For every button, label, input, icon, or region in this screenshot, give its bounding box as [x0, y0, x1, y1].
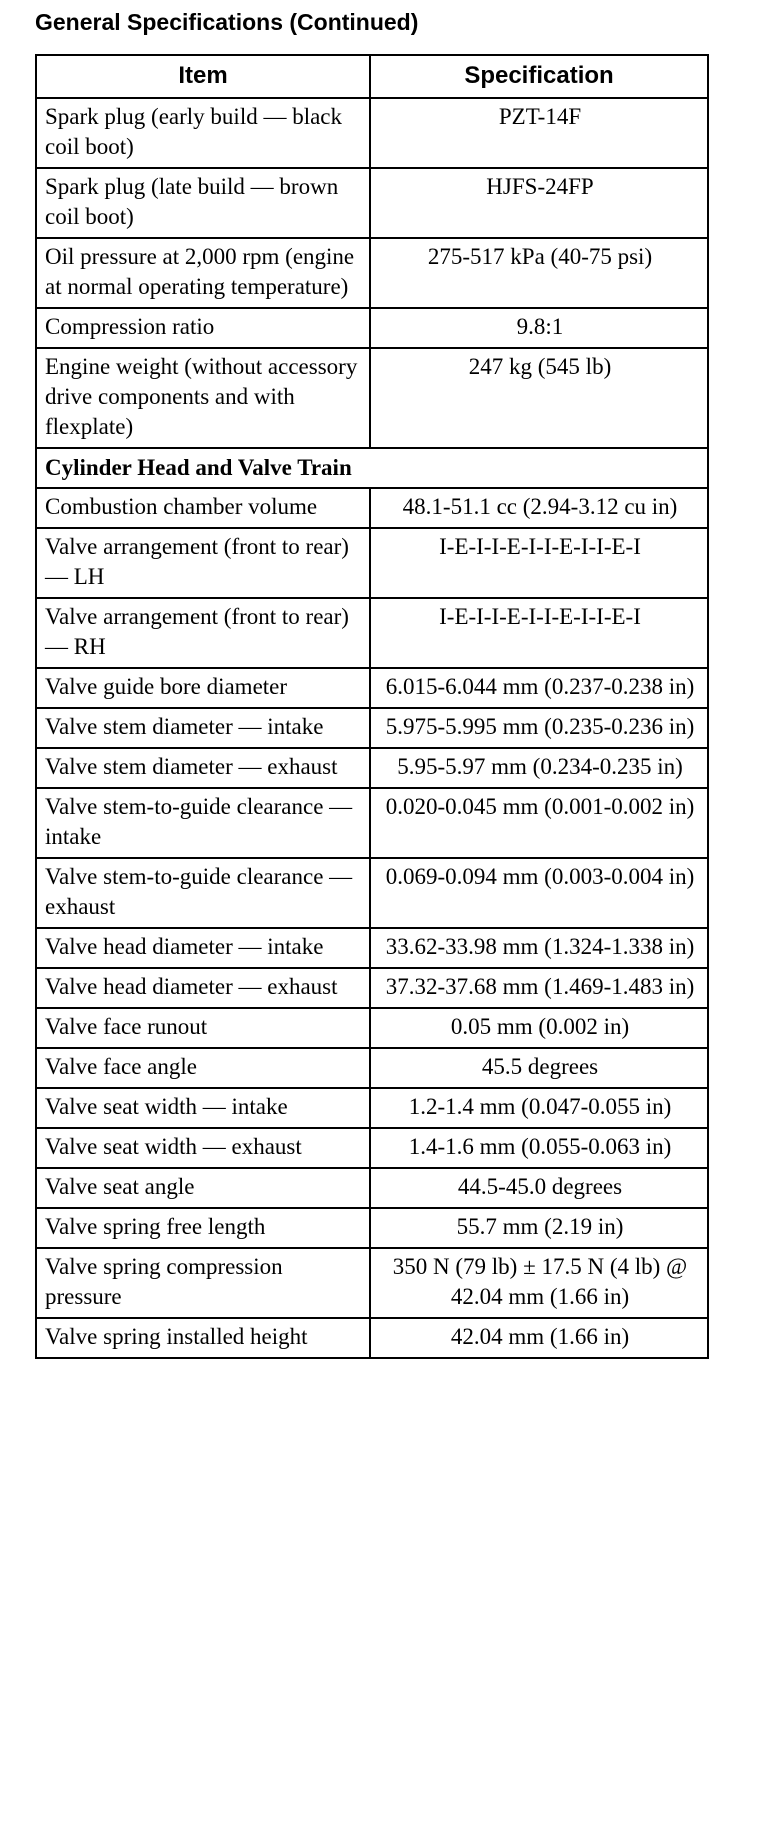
table-row: [36, 1088, 708, 1128]
specification-cell: 5.975-5.995 mm (0.235-0.236 in): [370, 708, 708, 748]
table-row: [36, 1208, 708, 1248]
table-row: [36, 928, 708, 968]
table-row: [36, 1168, 708, 1208]
table-row: [36, 98, 708, 168]
item-cell: Valve face angle: [36, 1048, 370, 1088]
table-row: [36, 168, 708, 238]
item-cell: Valve stem-to-guide clearance — intake: [36, 788, 370, 858]
item-cell: Oil pressure at 2,000 rpm (engine at normal operating temperature): [36, 238, 370, 308]
item-cell: Valve arrangement (front to rear) — RH: [36, 598, 370, 668]
item-cell: Engine weight (without accessory drive components and with flexplate): [36, 348, 370, 448]
item-cell: Valve guide bore diameter: [36, 668, 370, 708]
table-row: [36, 748, 708, 788]
specification-cell: 48.1-51.1 cc (2.94-3.12 cu in): [370, 488, 708, 528]
table-row: [36, 1318, 708, 1358]
item-cell: Valve face runout: [36, 1008, 370, 1048]
item-cell: Valve spring free length: [36, 1208, 370, 1248]
item-cell: Valve spring compression pressure: [36, 1248, 370, 1318]
table-body: [36, 98, 708, 1358]
item-cell: Valve stem-to-guide clearance — exhaust: [36, 858, 370, 928]
item-cell: Valve seat angle: [36, 1168, 370, 1208]
item-cell: Valve arrangement (front to rear) — LH: [36, 528, 370, 598]
specification-cell: 1.2-1.4 mm (0.047-0.055 in): [370, 1088, 708, 1128]
specification-cell: 44.5-45.0 degrees: [370, 1168, 708, 1208]
section-header-row: [36, 448, 708, 488]
page-title: General Specifications (Continued): [35, 9, 419, 35]
item-cell: Compression ratio: [36, 308, 370, 348]
item-cell: Valve seat width — intake: [36, 1088, 370, 1128]
table-row: [36, 968, 708, 1008]
item-cell: Valve stem diameter — exhaust: [36, 748, 370, 788]
table-row: [36, 668, 708, 708]
specification-cell: HJFS-24FP: [370, 168, 708, 238]
specification-cell: 0.05 mm (0.002 in): [370, 1008, 708, 1048]
specification-cell: 42.04 mm (1.66 in): [370, 1318, 708, 1358]
specification-cell: 9.8:1: [370, 308, 708, 348]
specification-cell: 350 N (79 lb) ± 17.5 N (4 lb) @ 42.04 mm (1.66 in): [370, 1248, 708, 1318]
table-row: [36, 598, 708, 668]
specification-cell: PZT-14F: [370, 98, 708, 168]
item-cell: Valve head diameter — intake: [36, 928, 370, 968]
specification-cell: 0.069-0.094 mm (0.003-0.004 in): [370, 858, 708, 928]
table-row: [36, 528, 708, 598]
item-cell: Valve stem diameter — intake: [36, 708, 370, 748]
column-header-specification: Specification: [370, 55, 708, 98]
table-row: [36, 1248, 708, 1318]
table-row: [36, 308, 708, 348]
specification-cell: 5.95-5.97 mm (0.234-0.235 in): [370, 748, 708, 788]
table-row: [36, 1008, 708, 1048]
table-header-row: [36, 55, 708, 98]
item-cell: Valve seat width — exhaust: [36, 1128, 370, 1168]
table-row: [36, 858, 708, 928]
specification-cell: 33.62-33.98 mm (1.324-1.338 in): [370, 928, 708, 968]
item-cell: Spark plug (late build — brown coil boot): [36, 168, 370, 238]
table-row: [36, 238, 708, 308]
specification-cell: 1.4-1.6 mm (0.055-0.063 in): [370, 1128, 708, 1168]
specification-cell: 247 kg (545 lb): [370, 348, 708, 448]
specification-cell: I-E-I-I-E-I-I-E-I-I-E-I: [370, 598, 708, 668]
specification-cell: 6.015-6.044 mm (0.237-0.238 in): [370, 668, 708, 708]
table-row: [36, 708, 708, 748]
item-cell: Combustion chamber volume: [36, 488, 370, 528]
table-row: [36, 488, 708, 528]
specification-cell: 275-517 kPa (40-75 psi): [370, 238, 708, 308]
section-header: Cylinder Head and Valve Train: [36, 448, 708, 488]
specification-cell: 0.020-0.045 mm (0.001-0.002 in): [370, 788, 708, 858]
specifications-table: [35, 54, 709, 1359]
table-row: [36, 1048, 708, 1088]
item-cell: Spark plug (early build — black coil boot): [36, 98, 370, 168]
item-cell: Valve head diameter — exhaust: [36, 968, 370, 1008]
specification-cell: 37.32-37.68 mm (1.469-1.483 in): [370, 968, 708, 1008]
specification-cell: I-E-I-I-E-I-I-E-I-I-E-I: [370, 528, 708, 598]
specification-cell: 55.7 mm (2.19 in): [370, 1208, 708, 1248]
table-row: [36, 788, 708, 858]
column-header-item: Item: [36, 55, 370, 98]
item-cell: Valve spring installed height: [36, 1318, 370, 1358]
table-row: [36, 348, 708, 448]
specification-cell: 45.5 degrees: [370, 1048, 708, 1088]
table-row: [36, 1128, 708, 1168]
